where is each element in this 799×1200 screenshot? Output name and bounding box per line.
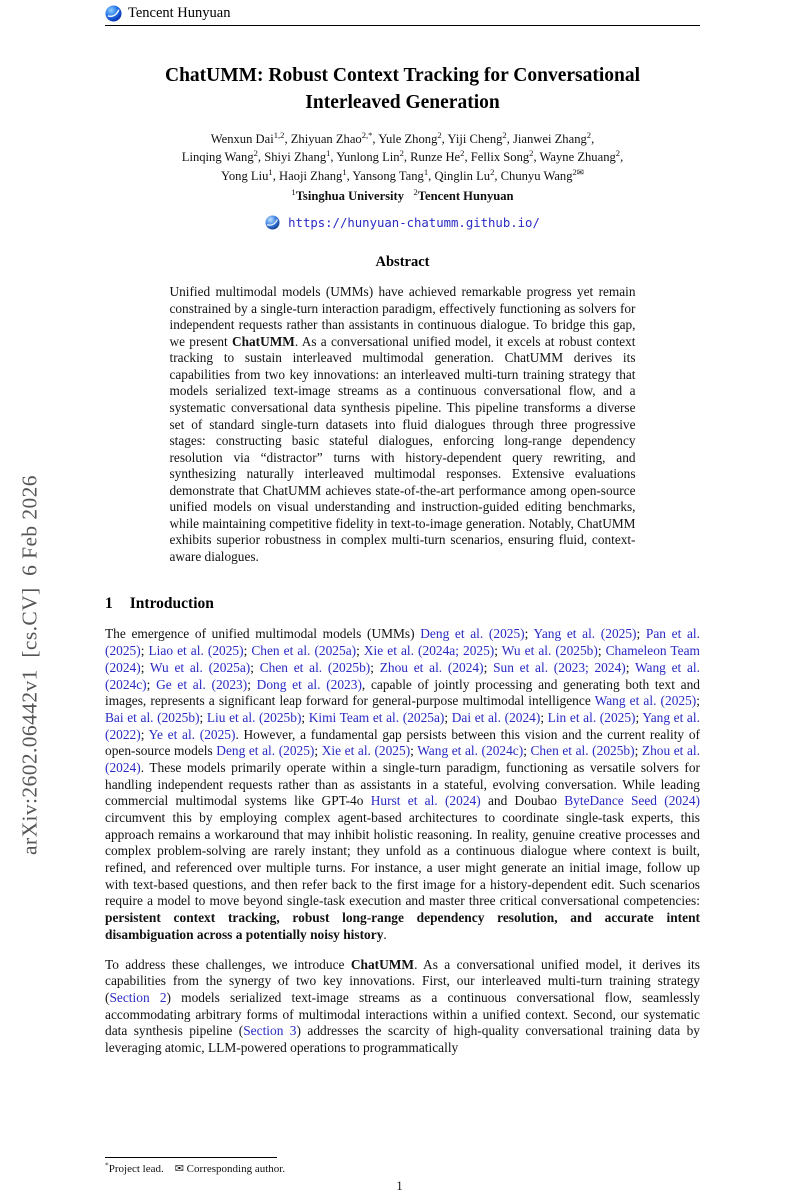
- text-segment: ;: [524, 626, 534, 642]
- header: [105, 0, 700, 26]
- text-segment: ;: [597, 643, 606, 659]
- text-segment: ) addresses the scarcity of high-quality conversational training data by leveraging atomic, LLM-powered operations to programmatically: [105, 1023, 700, 1055]
- text-segment: The emergence of unified multimodal models (UMMs): [105, 626, 421, 642]
- citation-link[interactable]: Ye et al. (2025): [148, 726, 236, 742]
- text-segment: Wenxun Dai: [210, 131, 274, 146]
- citation-link[interactable]: Chen et al. (2025a): [251, 643, 357, 659]
- text-segment: 2: [413, 187, 418, 198]
- citation-link[interactable]: Pan et al. (2025): [105, 626, 700, 659]
- text-segment: ChatUMM: [350, 956, 415, 972]
- text-segment: ;: [410, 743, 418, 759]
- text-segment: ;: [523, 743, 531, 759]
- citation-link[interactable]: Chen et al. (2025b): [530, 743, 635, 759]
- text-segment: , capable of jointly processing and generating both text and images, represents a significant leap forward for general-purpose multimodal intelligence: [105, 676, 700, 709]
- text-segment: ;: [625, 659, 635, 675]
- text-segment: ;: [444, 709, 452, 725]
- text-segment: ;: [250, 659, 260, 675]
- citation-link[interactable]: Wang et al. (2024c): [417, 743, 524, 759]
- citation-link[interactable]: Wu et al. (2025a): [149, 659, 251, 675]
- citation-link[interactable]: ByteDance Seed (2024): [564, 793, 700, 809]
- text-segment: ;: [243, 643, 252, 659]
- project-link-row: [105, 215, 700, 230]
- text-segment: , Yule Zhong: [372, 131, 438, 146]
- text-segment: ;: [494, 643, 502, 659]
- title-line-1: ChatUMM: Robust Context Tracking for Conversational: [164, 65, 641, 86]
- text-segment: , Qinglin Lu: [428, 169, 491, 184]
- text-segment: ,: [620, 150, 624, 165]
- tencent-hunyuan-logo-icon: [105, 5, 122, 22]
- text-segment: circumvent this by employing complex agent-based architectures to coordinate single-task experts, this approach remains a workaround that may inhibit holistic reasoning. In reality, genuine creative processes and complex problem-solving are rarely instant; they unfold as a continuous dialogue where context is built, refined, and referenced over multiple turns. For instance, a user might generate an initial image, follow up with text-based questions, and then refer back to the first image for a history-dependent edit. Such scenarios require a model to move beyond single-task execution and master three critical conversational competencies:: [105, 810, 700, 909]
- brand-name: Tencent Hunyuan: [128, 5, 231, 21]
- author-list: [105, 130, 700, 187]
- text-segment: ;: [140, 659, 150, 675]
- text-segment: ;: [483, 659, 494, 675]
- citation-link[interactable]: Section 3: [243, 1023, 297, 1039]
- text-segment: ;: [140, 726, 149, 742]
- affiliations: [105, 187, 700, 206]
- text-segment: 2: [529, 148, 534, 159]
- text-segment: , Wayne Zhuang: [533, 150, 616, 165]
- text-segment: 1: [268, 167, 273, 178]
- title-line-2: Interleaved Generation: [305, 92, 500, 114]
- text-segment: 2: [437, 129, 442, 140]
- text-segment: Yong Liu: [221, 169, 269, 184]
- text-segment: ;: [314, 743, 322, 759]
- text-segment: 2: [253, 148, 258, 159]
- text-segment: 2: [490, 167, 495, 178]
- text-segment: ,: [591, 131, 595, 146]
- project-link[interactable]: https://hunyuan-chatumm.github.io/: [288, 215, 540, 230]
- text-segment: ;: [301, 709, 309, 725]
- text-segment: Tsinghua University: [295, 189, 405, 204]
- text-segment: *: [105, 1160, 109, 1170]
- text-segment: , Jianwei Zhang: [506, 131, 587, 146]
- text-segment: . However, a fundamental gap persists between this vision and the current reality of open-source models: [105, 726, 700, 759]
- text-segment: , Chunyu Wang: [494, 169, 573, 184]
- citation-link[interactable]: Xie et al. (2024a; 2025): [363, 643, 495, 659]
- citation-link[interactable]: Wu et al. (2025b): [501, 643, 598, 659]
- citation-link[interactable]: Chameleon Team (2024): [105, 643, 700, 675]
- text-segment: ) models serialized text-image streams as a continuous conversational flow, seamlessly accommodating arbitrary forms of multimodal interactions within a unified context. Second, our systematic data synthesis pipeline (: [105, 989, 701, 1039]
- text-segment: , Fellix Song: [464, 150, 530, 165]
- citation-link[interactable]: Zhou et al. (2024): [105, 743, 700, 775]
- text-segment: Project lead.: [108, 1163, 175, 1175]
- text-segment: . As a conversational unified model, it excels at robust context tracking to sustain interleaved multimodal generation. ChatUMM derives its capabilities from two key innovations: an interleaved multi-turn training strategy that models serialized text-image streams as a continuous conversational flow, and a systematic conversational data synthesis pipeline. This pipeline transforms a diverse set of standard single-turn datasets into fluid dialogues through three progressive stages: constructing basic stateful dialogues, enforcing long-range dependency resolution via “distractor” turns with history-dependent query rewriting, and synthesizing naturally interleaved multimodal responses. Extensive evaluations demonstrate that ChatUMM achieves state-of-the-art performance among open-source unified models on visual understanding and instruction-guided editing benchmarks, while maintaining competitive fidelity in text-to-image generation. Notably, ChatUMM exhibits superior robustness in complex multi-turn scenarios, ensuring fluid, context-aware dialogues.: [169, 333, 636, 564]
- citation-link[interactable]: Yang et al. (2022): [105, 709, 700, 742]
- text-segment: , Yansong Tang: [346, 169, 424, 184]
- text-segment: 1: [342, 167, 347, 178]
- citation-link[interactable]: Zhou et al. (2024): [379, 659, 484, 675]
- text-segment: ;: [540, 709, 548, 725]
- section-number: 1: [105, 595, 113, 613]
- citation-link[interactable]: Liao et al. (2025): [148, 643, 244, 659]
- text-segment: ;: [370, 659, 380, 675]
- intro-paragraph-1: [105, 626, 700, 943]
- text-segment: ;: [199, 709, 207, 725]
- text-segment: 2: [586, 129, 592, 140]
- text-segment: To address these challenges, we introduce: [105, 956, 351, 972]
- text-segment: ;: [247, 676, 257, 692]
- text-segment: and Doubao: [480, 793, 565, 809]
- citation-link[interactable]: Dong et al. (2023): [256, 676, 362, 692]
- globe-icon: [265, 215, 280, 230]
- citation-link[interactable]: Chen et al. (2025b): [259, 659, 371, 675]
- text-segment: , Runze He: [403, 150, 461, 165]
- text-segment: ;: [140, 643, 149, 659]
- citation-link[interactable]: Wang et al. (2025): [594, 693, 697, 709]
- text-segment: 2,*: [361, 129, 373, 140]
- text-segment: 2: [399, 148, 404, 159]
- footnote-rule: [105, 1157, 277, 1158]
- text-segment: [404, 189, 413, 203]
- authors-line-3: [105, 167, 700, 186]
- citation-link[interactable]: Bai et al. (2025b): [105, 709, 200, 725]
- citation-link[interactable]: Section 2: [109, 989, 167, 1005]
- text-segment: ;: [356, 643, 364, 659]
- text-segment: . These models primarily operate within a single-turn paradigm, functioning as versatile solvers for handling independent requests rather than as assistants in a stateful, evolving conversation. While leading commercial multimodal systems like GPT-4o: [105, 759, 700, 809]
- page-title: [105, 62, 700, 117]
- footnote: [105, 1162, 700, 1175]
- text-segment: ;: [636, 626, 646, 642]
- abstract-body: [170, 284, 636, 565]
- section-title: Introduction: [129, 595, 214, 613]
- citation-link[interactable]: Sun et al. (2023; 2024): [493, 659, 626, 675]
- citation-link[interactable]: Deng et al. (2025): [420, 626, 525, 642]
- text-segment: . As a conversational unified model, it derives its capabilities from the synergy of two key innovations. First, our interleaved multi-turn training strategy (: [105, 956, 700, 1005]
- text-segment: , Yiji Cheng: [441, 131, 503, 146]
- text-segment: 2: [502, 129, 507, 140]
- text-segment: ;: [696, 693, 700, 709]
- citation-link[interactable]: Ge et al. (2023): [156, 676, 248, 692]
- text-segment: , Haoji Zhang: [272, 169, 343, 184]
- citation-link[interactable]: Kimi Team et al. (2025a): [308, 709, 445, 725]
- text-segment: 2✉: [572, 167, 584, 178]
- text-segment: persistent context tracking, robust long-range dependency resolution, and accurate intent disambiguation across a potentially noisy history: [105, 910, 700, 942]
- text-segment: , Shiyi Zhang: [257, 150, 327, 165]
- citation-link[interactable]: Liu et al. (2025b): [206, 709, 302, 725]
- text-segment: ;: [635, 709, 643, 725]
- abstract-heading: Abstract: [375, 254, 430, 271]
- text-segment: Tencent Hunyuan: [417, 189, 514, 204]
- text-segment: , Zhiyuan Zhao: [284, 131, 362, 146]
- text-segment: 2: [460, 148, 465, 159]
- text-segment: 2: [615, 148, 621, 159]
- section-heading-introduction: [105, 595, 700, 613]
- text-segment: ChatUMM: [232, 333, 295, 349]
- text-segment: ✉ Corresponding author.: [174, 1163, 286, 1175]
- header-rule: [105, 25, 700, 26]
- authors-line-2: [105, 148, 700, 167]
- text-segment: 1: [423, 167, 429, 178]
- text-segment: 1,2: [273, 129, 285, 140]
- citation-link[interactable]: Xie et al. (2025): [321, 743, 411, 759]
- text-segment: ;: [146, 676, 157, 692]
- intro-paragraph-2: [105, 957, 700, 1057]
- text-segment: .: [383, 926, 387, 942]
- text-segment: 1: [291, 187, 296, 198]
- citation-link[interactable]: Yang et al. (2025): [533, 626, 637, 642]
- text-segment: 1: [326, 148, 331, 159]
- text-segment: Linqing Wang: [181, 150, 254, 165]
- citation-link[interactable]: Wang et al. (2024c): [105, 659, 700, 692]
- authors-line-1: [105, 130, 700, 149]
- text-segment: , Yunlong Lin: [330, 150, 400, 165]
- arxiv-stamp: arXiv:2602.06442v1 [cs.CV] 6 Feb 2026: [17, 475, 42, 855]
- page-number: 1: [396, 1179, 403, 1193]
- citation-link[interactable]: Dai et al. (2024): [451, 709, 541, 725]
- text-segment: Unified multimodal models (UMMs) have achieved remarkable progress yet remain constrained by a single-turn interaction paradigm, effectively functioning as solvers for independent requests rather than assistants in continuous dialogue. To bridge this gap, we present: [169, 284, 636, 349]
- citation-link[interactable]: Deng et al. (2025): [216, 743, 315, 759]
- citation-link[interactable]: Hurst et al. (2024): [370, 793, 481, 809]
- text-segment: ;: [634, 743, 642, 759]
- citation-link[interactable]: Lin et al. (2025): [547, 709, 636, 725]
